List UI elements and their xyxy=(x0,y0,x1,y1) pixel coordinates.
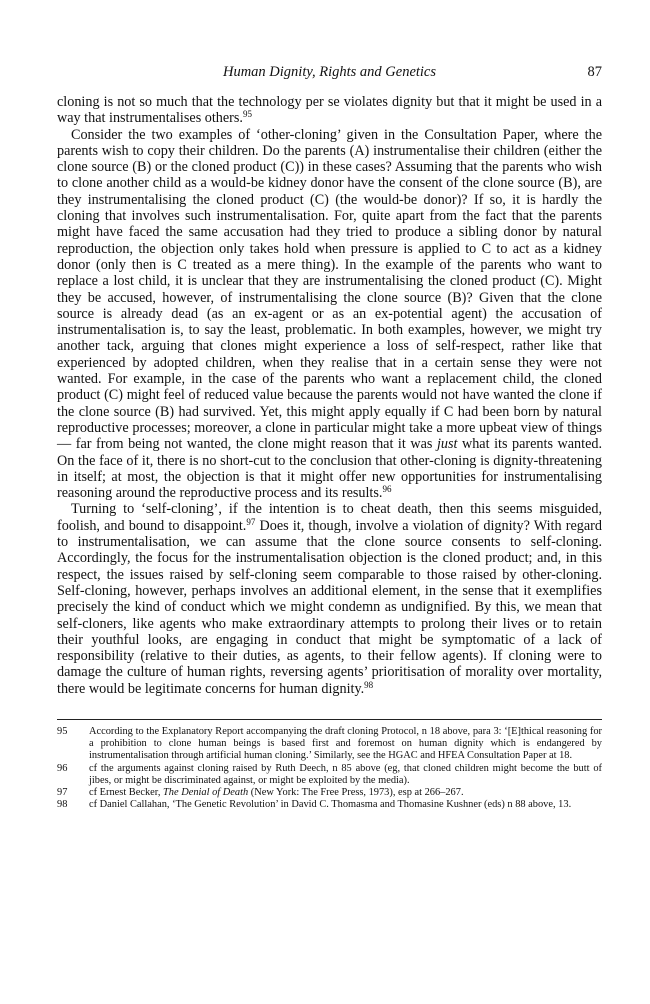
footnote xyxy=(57,799,602,811)
footnote xyxy=(57,787,602,799)
text-run: cf Daniel Callahan, ‘The Genetic Revolution’ in David C. Thomasma and Thomasine Kushner (eds) n 88 above, 13. xyxy=(89,799,572,811)
footnote-ref: 95 xyxy=(242,109,252,120)
footnote-number: 98 xyxy=(57,799,68,811)
text-run: Consider the two examples of ‘other-cloning’ given in the Consultation Paper, where the parents wish to copy their children. Do the parents (A) instrumentalise their children (either the clone source (B) or the cloned product (C)) in these cases? Assuming that the parents who wish to clone another child as a would-be kidney donor have the consent of the clone source (B), are they instrumentalising the cloned product (C) (the would-be donor)? If so, it is hardly the cloning that involves such instrumentalisation. For, quite apart from the fact that the parents might have faced the same accusation had they tried to produce a sibling donor by natural reproduction, the objection only takes hold when pressure is applied to C to act as a kidney donor (only then is C treated as a mere thing). In the example of the parents who want to replace a lost child, it is unclear that they are instrumentalising the cloned product (C). Might they be accused, however, of instrumentalising the clone source (B)? Given that the clone source is already dead (as an ex-agent or as an ex-potential agent) the accusation of instrumentalisation is, to say the least, problematic. In both examples, however, we might try another tack, arguing that clones might experience a loss of self-respect, rather like that experienced by adopted children, when they realise that in a certain sense they were not wanted. For example, in the case of the parents who want a replacement child, the cloned product (C) might feel of reduced value because the parents would not have wanted the clone if the clone source (B) had survived. Yet, this might apply equally if C had been born by natural reproductive processes; moreover, a clone in particular might take a more upbeat view of things — far from being not wanted, the clone might reason that it was xyxy=(57,126,602,453)
paragraph xyxy=(57,94,602,127)
italic-text: just xyxy=(436,436,458,453)
footnotes xyxy=(57,726,602,811)
footnote-rule xyxy=(57,719,602,720)
footnote-ref: 97 xyxy=(246,516,256,527)
text-run: (New York: The Free Press, 1973), esp at 266–267. xyxy=(248,787,464,798)
text-run: cf the arguments against cloning raised by Ruth Deech, n 85 above (eg, that cloned children might become the butt of jibes, or might be discriminated against, or might be exploited by the media). xyxy=(89,762,602,786)
footnote-ref: 98 xyxy=(364,679,374,690)
footnote-ref: 96 xyxy=(382,484,392,495)
text-run: According to the Explanatory Report accompanying the draft cloning Protocol, n 18 above, para 3: ‘[E]thical reasoning for a prohibition to clone human beings is based first and foremost on human dignity which is endangered by instrumentalisation through artificial human cloning.’ Similarly, see the HGAC and HFEA Consultation Paper at 18. xyxy=(89,725,602,762)
footnote-number: 96 xyxy=(57,762,68,774)
footnote-number: 97 xyxy=(57,787,68,798)
paragraph xyxy=(57,127,602,502)
footnote xyxy=(57,763,602,787)
running-header xyxy=(57,64,602,84)
text-run: Does it, though, involve a violation of dignity? With regard to instrumentalisation, we can assume that the clone source consents to self-cloning. Accordingly, the focus for the instrumentalisation objection is the cloned product; and, in this respect, the issues raised by self-cloning seem comparable to those raised by other-cloning. Self-cloning, however, perhaps involves an additional element, in the sense that it exemplifies precisely the kind of conduct which we might condemn as undignified. By this, we mean that self-cloners, like agents who make extraordinary attempts to prolong their lives or to retain their youthful looks, are engaging in conduct that might be symptomatic of a lack of responsibility (relative to their duties, as agents, to their fellow agents). If cloning were to damage the culture of human rights, reversing agents’ prioritisation of morality over mortality, there would be legitimate concerns for human dignity. xyxy=(57,517,602,697)
body-text xyxy=(57,94,602,697)
text-run: what its parents wanted. On the face of it, there is no short-cut to the conclusion that other-cloning is dignity-threatening in itself; at most, the objection is that it might offer new opportunities for instrumentalising reasoning around the reproductive process and its results. xyxy=(57,436,603,502)
text-run: cf Ernest Becker, xyxy=(89,787,164,798)
book-page xyxy=(57,64,602,811)
paragraph xyxy=(57,501,602,697)
italic-text: The Denial of Death xyxy=(163,787,249,798)
footnote-number: 95 xyxy=(57,725,68,737)
text-run: Turning to ‘self-cloning’, if the intention is to cheat death, then this seems misguided, foolish, and bound to disappoint. xyxy=(57,501,602,534)
running-title: Human Dignity, Rights and Genetics xyxy=(222,64,437,80)
text-run: cloning is not so much that the technology per se violates dignity but that it might be used in a way that instrumentalises others. xyxy=(57,94,602,127)
page-number: 87 xyxy=(587,64,602,80)
footnote xyxy=(57,726,602,763)
